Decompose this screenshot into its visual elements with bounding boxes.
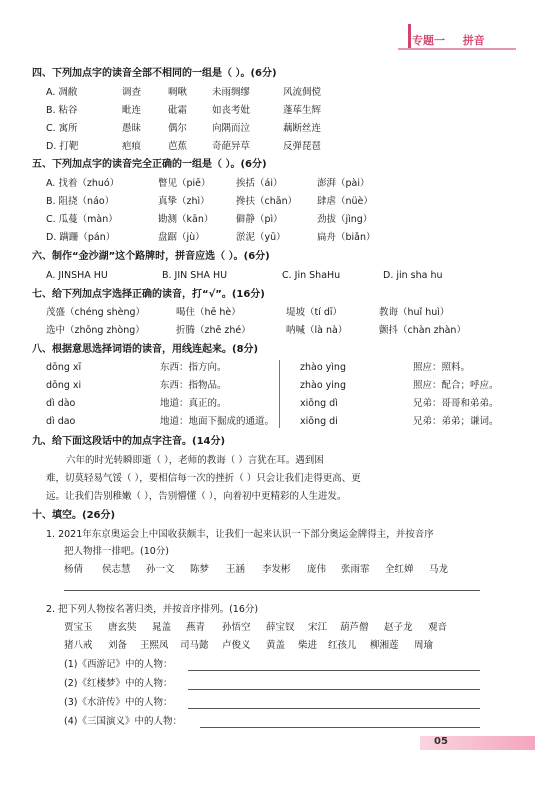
q8-right-pinyin-3[interactable]: xiōng dì — [300, 398, 338, 409]
q8-right-meaning-1[interactable]: 照应：照料。 — [413, 362, 471, 373]
q8-left-meaning-3[interactable]: 地道：真正的。 — [160, 398, 227, 409]
character-8: 葫芦僧 — [340, 622, 369, 633]
character-1: 贾宝玉 — [64, 622, 93, 633]
athlete-2: 侯志慧 — [102, 564, 131, 575]
q6-option-a: A. JINSHA HU — [46, 270, 108, 281]
q7-2-1: 选中（zhōng zhòng） — [46, 325, 145, 336]
q4-c-1: C. 寓所 — [46, 123, 78, 134]
q8-left-meaning-1[interactable]: 东西：指方向。 — [160, 362, 227, 373]
q4-c-4: 向隅而泣 — [212, 123, 251, 134]
category-red-chamber: (2)《红楼梦》中的人物： — [64, 678, 173, 689]
q4-a-3: 啁啾 — [168, 87, 188, 98]
q10-part1-line2: 把人物排一排吧。(10分) — [64, 546, 170, 557]
q5-a-1: A. 找着（zhuó） — [46, 178, 120, 189]
q8-right-meaning-2[interactable]: 照应：配合；呼应。 — [413, 380, 499, 391]
page-header — [412, 32, 485, 48]
q7-2-3: 呐喊（là nà） — [286, 325, 348, 336]
q8-right-pinyin-1[interactable]: zhào yìng — [300, 362, 346, 373]
q6-option-c: C. Jin ShaHu — [282, 270, 341, 281]
athlete-10: 马龙 — [429, 564, 449, 575]
q8-right-meaning-4[interactable]: 兄弟：弟弟；谦词。 — [413, 416, 499, 427]
character-13: 王熙凤 — [140, 640, 169, 651]
q8-left-meaning-4[interactable]: 地道：地面下掘成的通道。 — [160, 416, 275, 427]
q10-part2-title: 2. 把下列人物按名著归类，并按音序排列。(16分) — [46, 604, 259, 615]
category-three-kingdoms: (4)《三国演义》中的人物： — [64, 716, 182, 727]
q4-b-3: 砒霜 — [168, 105, 188, 116]
athlete-3: 孙一文 — [146, 564, 175, 575]
q5-b-3: 搀扶（chān） — [236, 196, 298, 207]
q4-b-1: B. 粘谷 — [46, 105, 78, 116]
character-5: 孙悟空 — [222, 622, 251, 633]
character-18: 红孩儿 — [328, 640, 357, 651]
header-underline — [398, 48, 516, 50]
answer-line-three-kingdoms[interactable] — [200, 727, 480, 728]
character-12: 刘备 — [108, 640, 128, 651]
q7-1-4: 教诲（huǐ huì） — [379, 307, 450, 318]
q4-b-2: 毗连 — [122, 105, 142, 116]
q4-c-5: 藕断丝连 — [283, 123, 322, 134]
q5-title: 五、下列加点字的读音完全正确的一组是（ ）。(6分) — [32, 159, 267, 170]
character-16: 黄盖 — [266, 640, 286, 651]
category-water-margin: (3)《水浒传》中的人物： — [64, 697, 173, 708]
page-number: 05 — [434, 736, 448, 747]
character-4: 燕青 — [186, 622, 206, 633]
answer-line-red-chamber[interactable] — [188, 689, 480, 690]
q9-line-2: 难，切莫轻易气馁（ ），要相信每一次的挫折（ ）只会让我们走得更高、更 — [46, 473, 361, 484]
q6-option-d: D. jin sha hu — [383, 270, 443, 281]
character-9: 赵子龙 — [384, 622, 413, 633]
q5-d-2: 盘踞（jù） — [158, 232, 205, 243]
q8-left-pinyin-2[interactable]: dōng xi — [46, 380, 82, 391]
header-section: 专题一 — [412, 34, 445, 47]
q8-left-meaning-2[interactable]: 东西：指物品。 — [160, 380, 227, 391]
q4-d-5: 反弹琵琶 — [283, 141, 322, 152]
q8-title: 八、根据意思选择词语的读音，用线连起来。(8分) — [32, 344, 259, 355]
q7-1-1: 茂盛（chéng shèng） — [46, 307, 146, 318]
q4-title: 四、下列加点字的读音全部不相同的一组是（ ）。(6分) — [32, 68, 277, 79]
q5-b-1: B. 阻挠（náo） — [46, 196, 115, 207]
character-11: 猪八戒 — [64, 640, 93, 651]
q5-c-4: 劲拔（jìng） — [317, 214, 373, 225]
q7-1-2: 喝住（hē hè） — [176, 307, 241, 318]
athlete-8: 张雨霏 — [341, 564, 370, 575]
athlete-7: 庞伟 — [307, 564, 327, 575]
character-10: 观音 — [428, 622, 448, 633]
q9-title: 九、给下面这段话中的加点字注音。(14分) — [32, 436, 226, 447]
q9-line-1: 六年的时光转瞬即逝（ ），老师的教诲（ ）言犹在耳。遇到困 — [66, 455, 324, 466]
header-accent-bar — [408, 24, 411, 48]
q10-part1-line1: 1. 2021年东京奥运会上中国收获颇丰，让我们一起来认识一下部分奥运金牌得主，并按音序 — [46, 529, 434, 540]
q5-d-3: 淤泥（yū） — [236, 232, 286, 243]
q4-b-5: 蓬荜生辉 — [283, 105, 322, 116]
character-6: 薛宝钗 — [266, 622, 295, 633]
q8-divider — [279, 360, 280, 428]
q8-left-pinyin-1[interactable]: dōng xī — [46, 362, 82, 373]
q4-c-3: 偶尔 — [168, 123, 188, 134]
q8-right-pinyin-4[interactable]: xiōng di — [300, 416, 338, 427]
q9-line-3: 远。让我们告别稚嫩（ ），告别懵懂（ ），向着初中更精彩的人生进发。 — [46, 491, 347, 502]
character-14: 司马懿 — [180, 640, 209, 651]
q5-d-1: D. 蹒跚（pán） — [46, 232, 116, 243]
category-journey-west: (1)《西游记》中的人物： — [64, 659, 173, 670]
q5-c-1: C. 瓜蔓（màn） — [46, 214, 118, 225]
q4-a-2: 调查 — [122, 87, 142, 98]
q4-a-4: 未雨绸缪 — [212, 87, 251, 98]
q8-right-meaning-3[interactable]: 兄弟：哥哥和弟弟。 — [413, 398, 499, 409]
q8-right-pinyin-2[interactable]: zhào ying — [300, 380, 346, 391]
character-3: 晁盖 — [152, 622, 172, 633]
q4-c-2: 愚昧 — [122, 123, 142, 134]
q7-2-4: 颤抖（chàn zhàn） — [379, 325, 466, 336]
athlete-1: 杨倩 — [64, 564, 84, 575]
q10-title: 十、填空。(26分) — [32, 510, 116, 521]
q5-a-3: 挨括（ái） — [236, 178, 283, 189]
answer-line-journey-west[interactable] — [188, 670, 480, 671]
q8-left-pinyin-3[interactable]: dì dào — [46, 398, 76, 409]
header-topic: 拼音 — [462, 34, 485, 47]
q4-d-2: 疤痕 — [122, 141, 142, 152]
q8-left-pinyin-4[interactable]: dì dao — [46, 416, 76, 427]
q5-a-4: 澎湃（pài） — [317, 178, 370, 189]
q5-a-2: 瞥见（piē） — [158, 178, 211, 189]
q5-b-2: 真挚（zhì） — [158, 196, 210, 207]
athlete-5: 王涵 — [226, 564, 246, 575]
q6-option-b: B. JIN SHA HU — [162, 270, 228, 281]
character-15: 卢俊义 — [222, 640, 251, 651]
q4-a-1: A. 凋敝 — [46, 87, 78, 98]
q4-d-4: 奇葩异草 — [212, 141, 251, 152]
answer-line-water-margin[interactable] — [188, 708, 480, 709]
athlete-4: 陈梦 — [190, 564, 210, 575]
q5-d-4: 扁舟（biǎn） — [317, 232, 376, 243]
q4-d-1: D. 打靶 — [46, 141, 79, 152]
character-2: 唐玄奘 — [108, 622, 137, 633]
q7-title: 七、给下列加点字选择正确的读音，打“√”。(16分) — [32, 289, 265, 300]
q7-1-3: 堤坡（tí dī） — [286, 307, 343, 318]
q5-c-2: 勘测（kān） — [158, 214, 214, 225]
athlete-9: 全红婵 — [385, 564, 414, 575]
answer-line-part1[interactable] — [64, 590, 480, 591]
character-19: 柳湘莲 — [370, 640, 399, 651]
q6-title: 六、制作“金沙湖”这个路牌时，拼音应选（ ）。(6分) — [32, 251, 270, 262]
q4-d-3: 芭蕉 — [168, 141, 188, 152]
character-7: 宋江 — [308, 622, 328, 633]
q7-2-2: 折腾（zhē zhé） — [176, 325, 251, 336]
q4-b-4: 如丧考妣 — [212, 105, 251, 116]
q5-c-3: 僻静（pì） — [236, 214, 283, 225]
character-17: 柴进 — [298, 640, 318, 651]
q4-a-5: 风流倜傥 — [283, 87, 322, 98]
athlete-6: 李发彬 — [262, 564, 291, 575]
q5-b-4: 肆虐（nüè） — [317, 196, 373, 207]
character-20: 周瑜 — [414, 640, 434, 651]
